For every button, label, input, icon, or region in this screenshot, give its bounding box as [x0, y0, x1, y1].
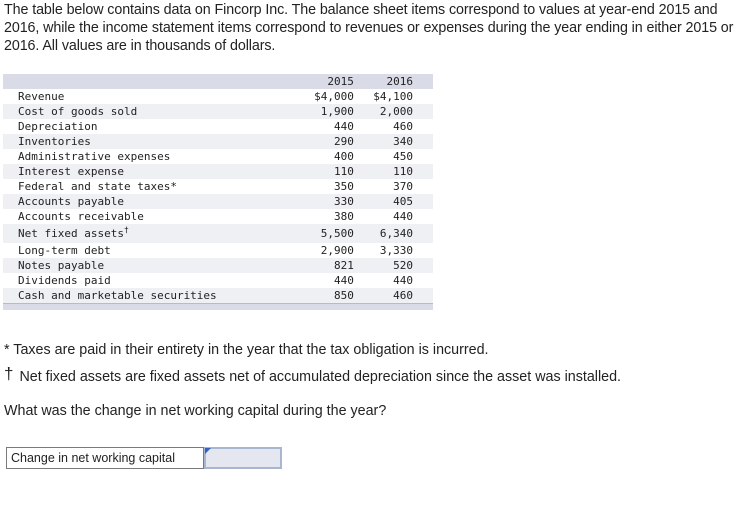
value-2016: 405 — [393, 195, 413, 208]
footnote-taxes-text: Taxes are paid in their entirety in the year that the tax obligation is incurred. — [9, 342, 489, 358]
table-row — [3, 164, 433, 179]
value-2015: 440 — [333, 274, 354, 287]
value-2015: 290 — [333, 135, 354, 148]
table-row — [3, 288, 433, 304]
required-flag-icon — [205, 448, 211, 454]
table-row — [3, 209, 433, 224]
financial-data-table — [3, 74, 433, 310]
row-label: Federal and state taxes* — [18, 180, 177, 193]
dagger-footnote-mark: † — [123, 225, 129, 235]
header-label — [3, 74, 304, 89]
table-row — [3, 224, 433, 243]
row-label: Cost of goods sold — [18, 105, 138, 118]
row-label: Dividends paid — [18, 274, 111, 287]
value-2016: 460 — [393, 289, 413, 302]
value-2016: 440 — [393, 274, 413, 287]
value-2016: 370 — [393, 180, 413, 193]
row-label: Revenue — [18, 90, 65, 103]
value-2015: $4,000 — [314, 90, 354, 103]
table-footer-bar — [3, 304, 433, 311]
footnote-net-fixed-assets — [4, 364, 621, 385]
value-2016: 6,340 — [379, 227, 413, 240]
row-label: Cash and marketable securities — [18, 289, 217, 302]
table-footer-cell — [3, 304, 433, 311]
row-label: Notes payable — [18, 259, 105, 272]
value-2016: $4,100 — [373, 90, 413, 103]
row-label: Inventories — [18, 135, 91, 148]
table-row — [3, 149, 433, 164]
value-2016: 2,000 — [379, 105, 413, 118]
answer-row — [6, 447, 282, 469]
value-2015: 2,900 — [320, 244, 354, 257]
table-row — [3, 258, 433, 273]
value-2016: 440 — [393, 210, 413, 223]
row-label: Net fixed assets — [18, 227, 124, 240]
row-label-cell — [3, 224, 304, 243]
value-2015: 110 — [333, 165, 354, 178]
table-row — [3, 273, 433, 288]
row-label: Accounts receivable — [18, 210, 144, 223]
table-header-row — [3, 74, 433, 89]
value-2016: 3,330 — [379, 244, 413, 257]
header-2016: 2016 — [386, 75, 413, 88]
table-row — [3, 243, 433, 258]
footnote-assets-text: Net fixed assets are fixed assets net of accumulated depreciation since the asset was installed. — [15, 369, 622, 385]
row-label: Administrative expenses — [18, 150, 171, 163]
row-label: Long-term debt — [18, 244, 111, 257]
value-2016: 450 — [393, 150, 413, 163]
header-2015: 2015 — [327, 75, 354, 88]
table-row — [3, 179, 433, 194]
value-2015: 5,500 — [320, 227, 354, 240]
row-label: Interest expense — [18, 165, 124, 178]
footnote-taxes — [4, 342, 489, 358]
value-2015: 1,900 — [320, 105, 354, 118]
value-2016: 340 — [393, 135, 413, 148]
row-label: Accounts payable — [18, 195, 124, 208]
net-working-capital-input[interactable] — [204, 447, 282, 469]
dagger-mark: † — [4, 364, 14, 383]
table-row — [3, 89, 433, 104]
row-label: Depreciation — [18, 120, 98, 133]
answer-input-wrapper — [204, 447, 282, 469]
value-2016: 520 — [393, 259, 413, 272]
problem-intro: The table below contains data on Fincorp Inc. The balance sheet items correspond to values at year-end 2015 and 2016, while the income statement items correspond to revenues or expenses during the year ending in either 2015 or 2016. All values are in thousands of dollars. — [4, 2, 734, 54]
value-2015: 850 — [333, 289, 354, 302]
table-row — [3, 119, 433, 134]
value-2015: 380 — [333, 210, 354, 223]
value-2016: 110 — [393, 165, 413, 178]
question-text: What was the change in net working capital during the year? — [4, 403, 387, 419]
value-2015: 350 — [333, 180, 354, 193]
table-row — [3, 134, 433, 149]
value-2015: 821 — [333, 259, 354, 272]
value-2015: 330 — [333, 195, 354, 208]
value-2016: 460 — [393, 120, 413, 133]
answer-label: Change in net working capital — [6, 447, 204, 469]
value-2015: 440 — [333, 120, 354, 133]
asterisk-mark: * — [4, 342, 10, 358]
value-2015: 400 — [333, 150, 354, 163]
table-row — [3, 104, 433, 119]
table-row — [3, 194, 433, 209]
